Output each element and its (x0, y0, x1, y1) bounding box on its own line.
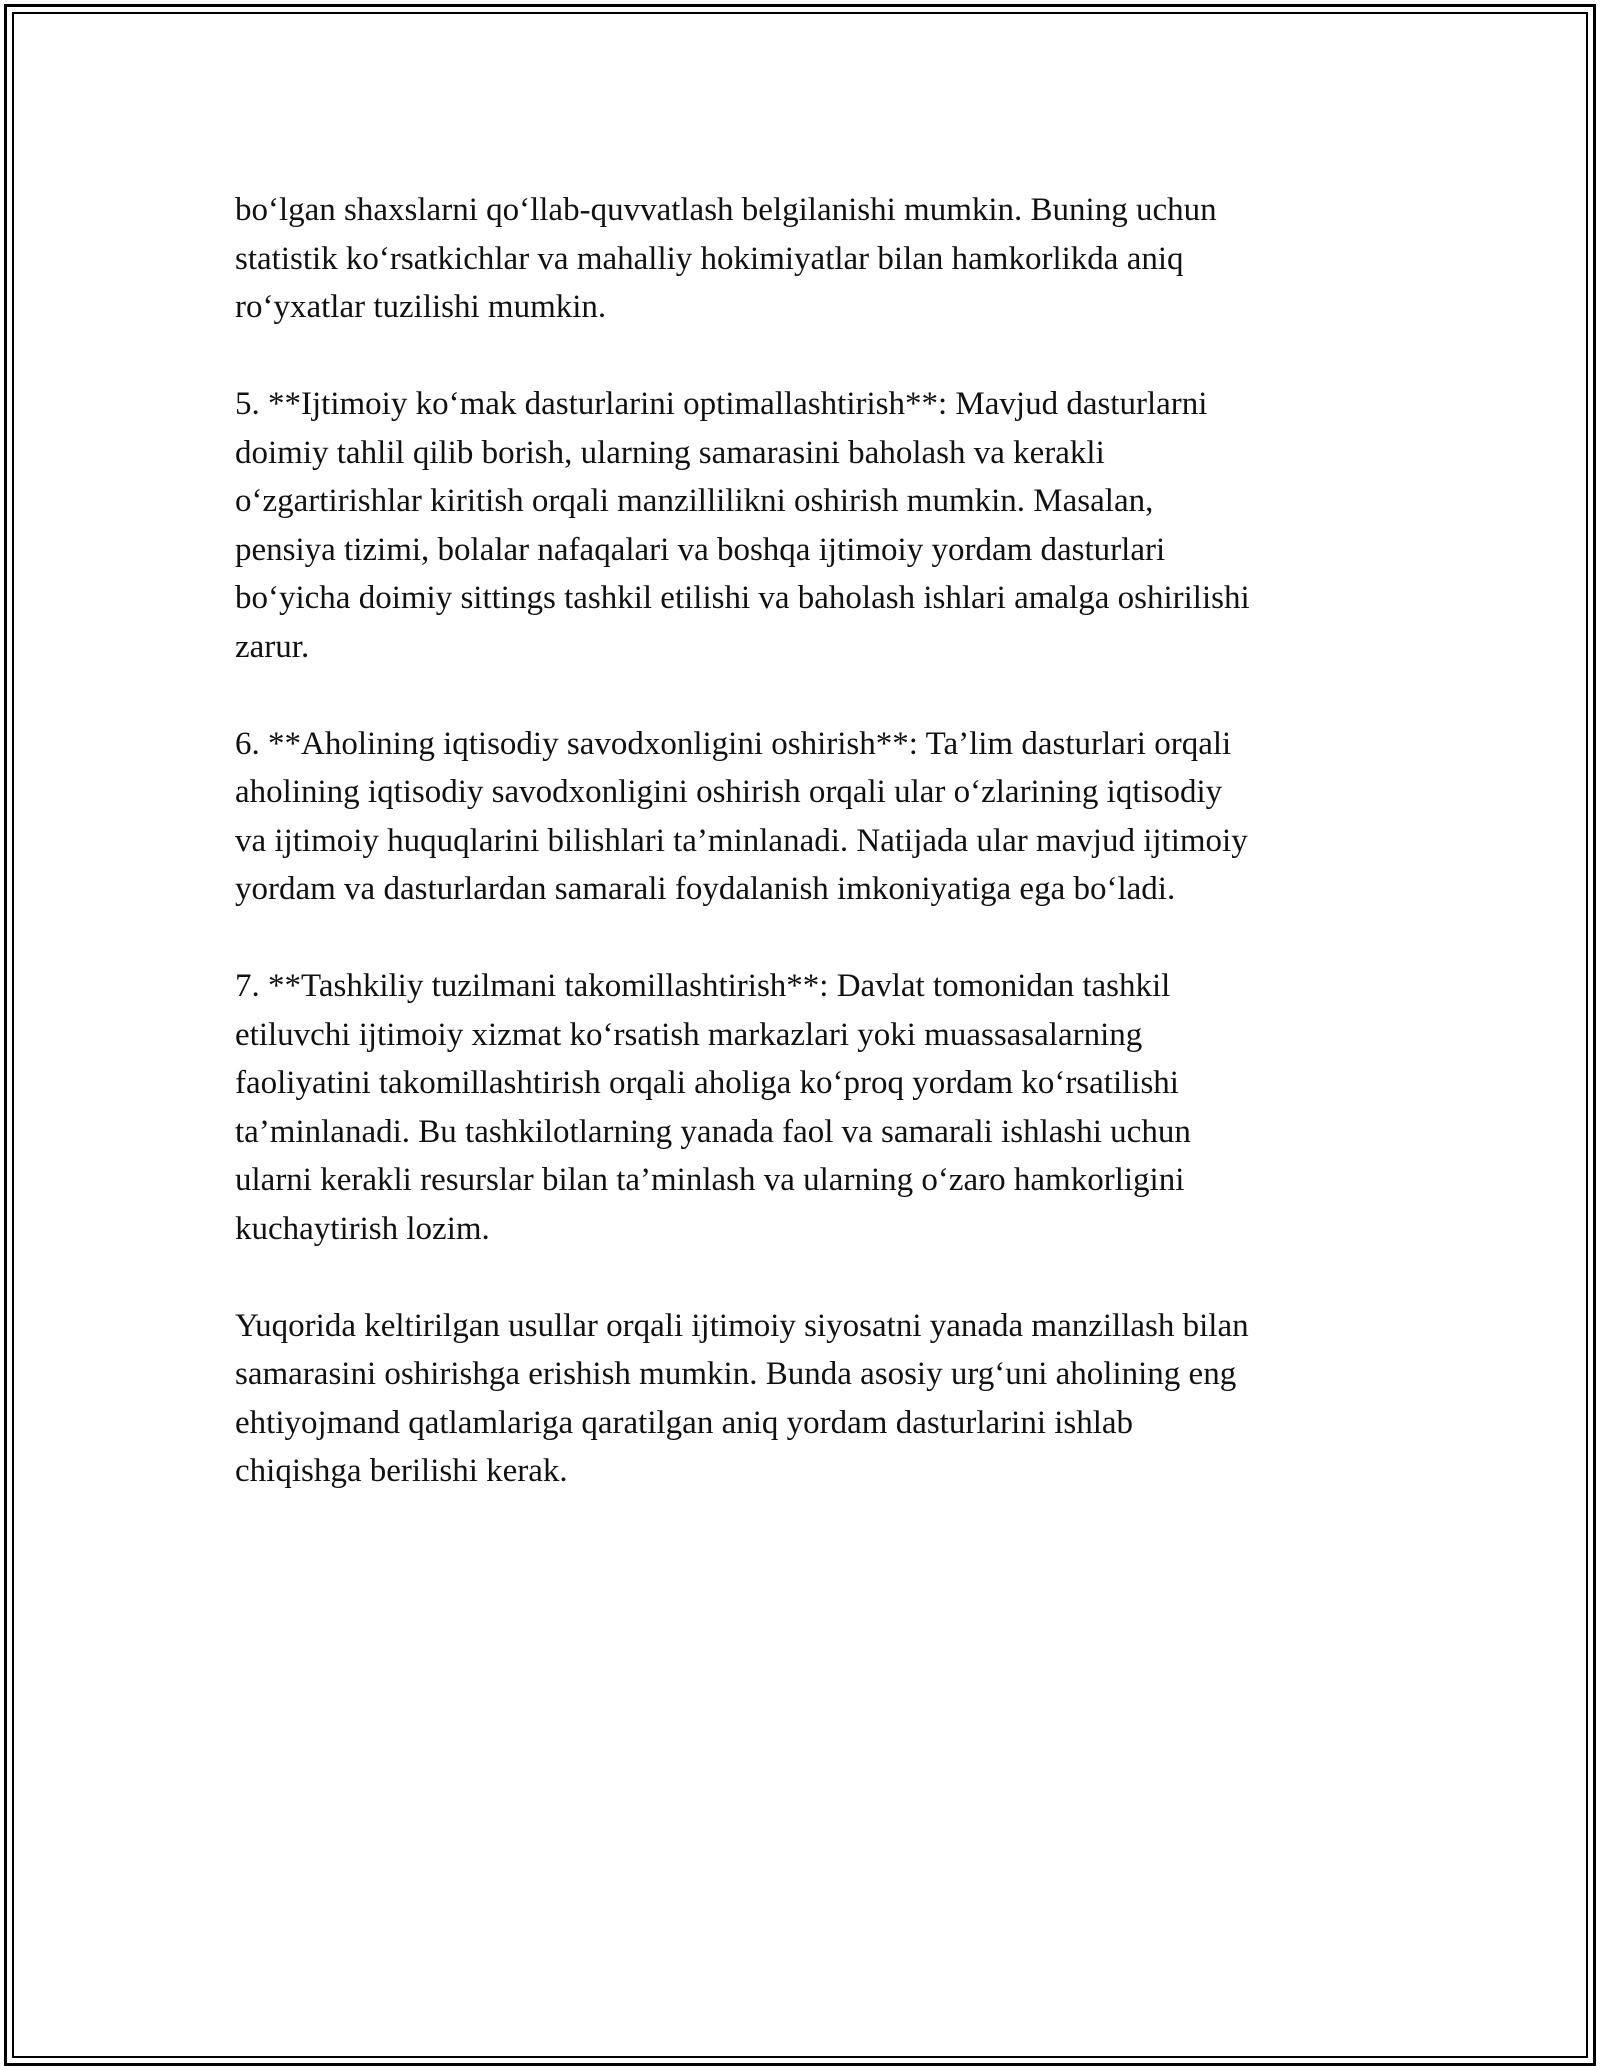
paragraph-continuation: bo‘lgan shaxslarni qo‘llab-quvvatlash belgilanishi mumkin. Buning uchun statistik ko‘rsatkichlar va mahalliy hokimiyatlar bilan hamkorlikda aniq ro‘yxatlar tuzilishi mumkin. (235, 192, 1217, 325)
document-body (235, 186, 1385, 1544)
paragraph-item-5: 5. **Ijtimoiy ko‘mak dasturlarini optimallashtirish**: Mavjud dasturlarni doimiy tahlil qilib borish, ularning samarasini baholash va kerakli o‘zgartirishlar kiritish orqali manzillilikni oshirish mumkin. Masalan, pensiya tizimi, bolalar nafaqalari va boshqa ijtimoiy yordam dasturlari bo‘yicha doimiy sittings tashkil etilishi va baholash ishlari amalga oshirilishi zarur. (235, 386, 1250, 665)
paragraph-item-6: 6. **Aholining iqtisodiy savodxonligini oshirish**: Ta’lim dasturlari orqali aholining iqtisodiy savodxonligini oshirish orqali ular o‘zlarining iqtisodiy va ijtimoiy huquqlarini bilishlari ta’minlanadi. Natijada ular mavjud ijtimoiy yordam va dasturlardan samarali foydalanish imkoniyatiga ega bo‘ladi. (235, 725, 1248, 907)
paragraph-conclusion: Yuqorida keltirilgan usullar orqali ijtimoiy siyosatni yanada manzillash bilan samarasini oshirishga erishish mumkin. Bunda asosiy urg‘uni aholining eng ehtiyojmand qatlamlariga qaratilgan aniq yordam dasturlarini ishlab chiqishga berilishi kerak. (235, 1307, 1249, 1489)
paragraph-item-7: 7. **Tashkiliy tuzilmani takomillashtirish**: Davlat tomonidan tashkil etiluvchi ijtimoiy xizmat ko‘rsatish markazlari yoki muassasalarning faoliyatini takomillashtirish orqali aholiga ko‘proq yordam ko‘rsatilishi ta’minlanadi. Bu tashkilotlarning yanada faol va samarali ishlashi uchun ularni kerakli resurslar bilan ta’minlash va ularning o‘zaro hamkorligini kuchaytirish lozim. (235, 968, 1191, 1247)
